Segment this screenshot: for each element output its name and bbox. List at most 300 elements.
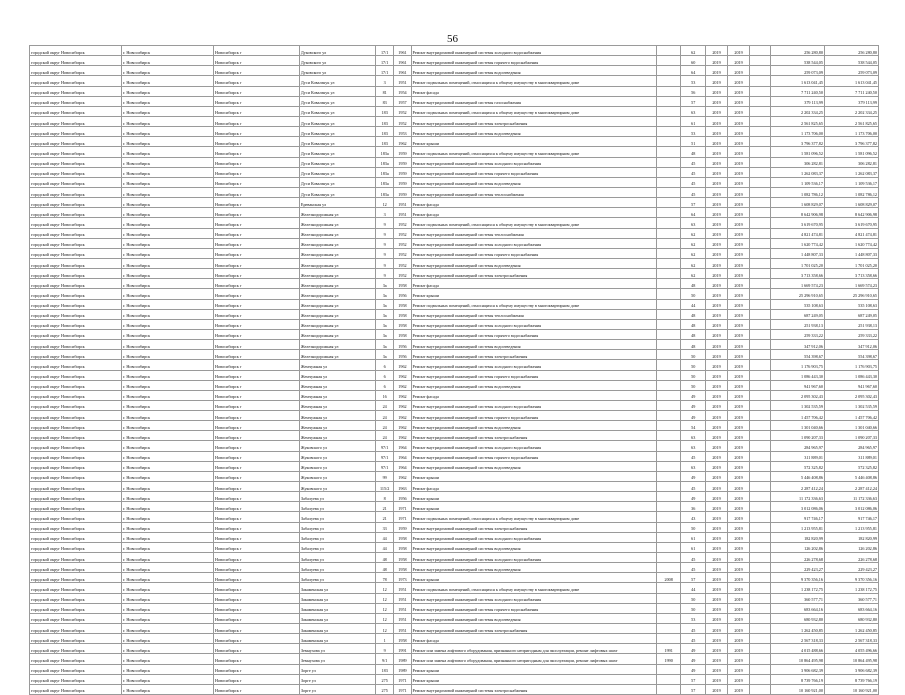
table-cell [750, 684, 771, 694]
table-cell: г. Новосибирск [122, 492, 214, 502]
table-cell: Железнодорожная ул [299, 248, 375, 258]
table-cell: 2019 [728, 248, 750, 258]
table-cell [656, 279, 681, 289]
table-cell [750, 664, 771, 674]
table-cell: 2019 [705, 177, 727, 187]
table-cell: Ремонт подвальных помещений, относящихся к общему имуществу в многоквартирном доме [411, 299, 656, 309]
table-cell [750, 329, 771, 339]
table-cell: 2019 [728, 329, 750, 339]
table-cell: 2019 [705, 329, 727, 339]
table-cell: 12 [375, 583, 393, 593]
table-cell: г. Новосибирск [122, 258, 214, 268]
table-cell: 284 965,97 [824, 441, 878, 451]
table-cell: г. Новосибирск [122, 664, 214, 674]
table-cell: 2019 [705, 167, 727, 177]
table-cell: 1 581 096,52 [824, 147, 878, 157]
table-cell: 49 [681, 400, 706, 410]
table-cell: г. Новосибирск [122, 451, 214, 461]
table-cell: 3 012 086,06 [824, 502, 878, 512]
table-cell: 4 015 488,66 [770, 644, 824, 654]
table-cell [656, 542, 681, 552]
table-cell: 2019 [728, 451, 750, 461]
table-cell: городской округ Новосибирск [30, 532, 122, 542]
table-row [30, 613, 879, 623]
table-cell [656, 563, 681, 573]
table-cell: Ремонт внутридомовой инженерной системы холодного водоснабжения [411, 319, 656, 329]
table-cell: 97/1 [375, 451, 393, 461]
table-cell: г. Новосибирск [122, 624, 214, 634]
table-cell: г. Новосибирск [122, 400, 214, 410]
table-row [30, 492, 879, 502]
table-cell: 57 [681, 96, 706, 106]
table-cell: городской округ Новосибирск [30, 187, 122, 197]
table-row [30, 350, 879, 360]
table-cell: 24 [375, 421, 393, 431]
table-cell: Дуси Ковальчук ул [299, 96, 375, 106]
table-cell: 683 664,16 [824, 603, 878, 613]
table-cell: г. Новосибирск [122, 553, 214, 563]
table-cell: 2019 [728, 613, 750, 623]
table-row [30, 299, 879, 309]
table-cell: Жуковского ул [299, 471, 375, 481]
table-row [30, 380, 879, 390]
table-cell [750, 137, 771, 147]
table-cell: городской округ Новосибирск [30, 613, 122, 623]
table-cell: 24 [375, 400, 393, 410]
table-cell: Зорге ул [299, 684, 375, 694]
table-cell: 2019 [728, 502, 750, 512]
table-cell: городской округ Новосибирск [30, 512, 122, 522]
table-cell: 251 938,13 [770, 319, 824, 329]
table-cell: г. Новосибирск [122, 157, 214, 167]
table-cell: Дуси Ковальчук ул [299, 157, 375, 167]
table-cell: г. Новосибирск [122, 411, 214, 421]
table-cell: Новосибирск г [214, 573, 300, 583]
table-cell: 1 082 786,12 [770, 187, 824, 197]
table-cell: 1952 [394, 218, 411, 228]
table-cell: г. Новосибирск [122, 319, 214, 329]
table-cell: 48 [681, 279, 706, 289]
table-cell [750, 634, 771, 644]
table-cell: городской округ Новосибирск [30, 553, 122, 563]
table-cell: городской округ Новосибирск [30, 451, 122, 461]
table-cell: 2019 [728, 147, 750, 157]
table-cell: Забалуева ул [299, 573, 375, 583]
table-cell: г. Новосибирск [122, 380, 214, 390]
table-cell: г. Новосибирск [122, 309, 214, 319]
table-cell: 1951 [394, 208, 411, 218]
table-cell: 1 620 774,42 [824, 238, 878, 248]
table-cell: 2019 [705, 390, 727, 400]
table-cell [656, 461, 681, 471]
table-cell: 78 [375, 573, 393, 583]
table-cell: 1959 [394, 177, 411, 187]
table-row [30, 309, 879, 319]
table-cell: городской округ Новосибирск [30, 684, 122, 694]
table-cell: городской округ Новосибирск [30, 147, 122, 157]
table-cell: 10 160 921,00 [824, 684, 878, 694]
table-cell: Ремонт фасада [411, 198, 656, 208]
table-cell: 572 325,82 [770, 461, 824, 471]
table-cell: 1 581 096,52 [770, 147, 824, 157]
table-cell: 97/1 [375, 441, 393, 451]
table-cell: Новосибирск г [214, 411, 300, 421]
table-cell: Новосибирск г [214, 96, 300, 106]
table-cell: 2019 [705, 664, 727, 674]
table-cell [750, 46, 771, 56]
table-cell [750, 451, 771, 461]
table-cell: Новосибирск г [214, 532, 300, 542]
table-cell: городской округ Новосибирск [30, 238, 122, 248]
table-cell: Новосибирск г [214, 634, 300, 644]
table-row [30, 644, 879, 654]
table-cell: городской округ Новосибирск [30, 400, 122, 410]
table-cell: Новосибирск г [214, 319, 300, 329]
table-cell: Жуковского ул [299, 461, 375, 471]
table-cell [656, 482, 681, 492]
table-cell: 50 [681, 380, 706, 390]
table-cell [750, 522, 771, 532]
table-cell: 1964 [394, 451, 411, 461]
table-cell: 1962 [394, 137, 411, 147]
table-cell: 1973 [394, 573, 411, 583]
table-cell: 49 [681, 664, 706, 674]
table-cell: Жемчужная ул [299, 360, 375, 370]
table-row [30, 167, 879, 177]
table-cell: 2 202 334,25 [770, 106, 824, 116]
table-cell: Ремонт фасада [411, 390, 656, 400]
table-row [30, 56, 879, 66]
table-cell: 2019 [728, 441, 750, 451]
table-cell: 49 [681, 390, 706, 400]
table-cell: 306 282,81 [824, 157, 878, 167]
table-cell: 2019 [705, 340, 727, 350]
table-cell: Новосибирск г [214, 218, 300, 228]
table-cell: 311 889,01 [824, 451, 878, 461]
table-cell [656, 228, 681, 238]
table-cell: 62 [681, 228, 706, 238]
table-cell [656, 147, 681, 157]
table-cell: 1 613 041,45 [770, 76, 824, 86]
table-cell: 1971 [394, 502, 411, 512]
table-cell: 2019 [728, 86, 750, 96]
table-cell: 2019 [728, 106, 750, 116]
table-cell: 1962 [394, 400, 411, 410]
table-cell: 3а [375, 329, 393, 339]
table-cell: 61 [681, 532, 706, 542]
table-cell: Железнодорожная ул [299, 289, 375, 299]
table-cell: Закаменская ул [299, 583, 375, 593]
table-cell: Ремонт внутридомовой инженерной системы водоотведения [411, 563, 656, 573]
table-cell [750, 309, 771, 319]
table-cell: городской округ Новосибирск [30, 289, 122, 299]
housing-register-table [29, 45, 879, 695]
table-cell [656, 674, 681, 684]
table-cell: 2019 [705, 482, 727, 492]
table-cell: 8 [375, 492, 393, 502]
table-cell: Новосибирск г [214, 127, 300, 137]
table-cell: 17/1 [375, 46, 393, 56]
table-cell: г. Новосибирск [122, 177, 214, 187]
table-cell: Новосибирск г [214, 299, 300, 309]
table-row [30, 269, 879, 279]
table-cell: 53 [681, 76, 706, 86]
table-cell: 1 090 207,33 [824, 431, 878, 441]
table-cell [656, 116, 681, 126]
table-cell: Ремонт внутридомовой инженерной системы холодного водоснабжения [411, 441, 656, 451]
table-cell: Забалуева ул [299, 512, 375, 522]
table-cell: Новосибирск г [214, 390, 300, 400]
table-cell: городской округ Новосибирск [30, 593, 122, 603]
table-cell: Новосибирск г [214, 360, 300, 370]
table-cell: Ремонт внутридомовой инженерной системы горячего водоснабжения [411, 56, 656, 66]
table-cell: 57 [681, 684, 706, 694]
table-cell [750, 360, 771, 370]
table-cell: 2019 [705, 147, 727, 157]
table-body [30, 46, 879, 695]
table-cell [656, 624, 681, 634]
table-cell: 45 [681, 553, 706, 563]
table-cell: городской округ Новосибирск [30, 380, 122, 390]
table-cell: 1 090 207,33 [770, 431, 824, 441]
table-cell: 1959 [394, 147, 411, 157]
table-cell: 2019 [705, 583, 727, 593]
table-cell: 1951 [394, 198, 411, 208]
table-cell: Ремонт крыши [411, 471, 656, 481]
table-cell: 1959 [394, 157, 411, 167]
table-cell: 6 [375, 370, 393, 380]
table-cell: Земнухова ул [299, 654, 375, 664]
table-row [30, 106, 879, 116]
table-cell: 48 [681, 309, 706, 319]
table-cell: 1971 [394, 674, 411, 684]
table-cell: городской округ Новосибирск [30, 258, 122, 268]
table-cell: 256 280,80 [824, 46, 878, 56]
table-cell: 6 [375, 360, 393, 370]
table-cell: Закаменская ул [299, 613, 375, 623]
table-cell: г. Новосибирск [122, 542, 214, 552]
table-cell [656, 522, 681, 532]
table-cell [750, 644, 771, 654]
table-cell: Ремонт внутридомовой инженерной системы горячего водоснабжения [411, 329, 656, 339]
table-cell: Ремонт крыши [411, 137, 656, 147]
table-cell [656, 208, 681, 218]
table-cell: городской округ Новосибирск [30, 86, 122, 96]
table-cell: Ремонт подвальных помещений, относящихся к общему имуществу в многоквартирном доме [411, 76, 656, 86]
table-cell: Железнодорожная ул [299, 238, 375, 248]
table-cell: 1 082 786,12 [824, 187, 878, 197]
table-cell: 535 108,63 [770, 299, 824, 309]
table-cell: 4 821 474,81 [824, 228, 878, 238]
table-cell [750, 157, 771, 167]
table-cell: 538 544,05 [770, 56, 824, 66]
table-cell: 53 [681, 127, 706, 137]
table-cell: 50 [681, 522, 706, 532]
table-cell: 1951 [394, 583, 411, 593]
table-cell [750, 116, 771, 126]
table-cell: городской округ Новосибирск [30, 299, 122, 309]
table-cell: Дуси Ковальчук ул [299, 76, 375, 86]
table-cell: 2019 [705, 56, 727, 66]
table-cell [750, 269, 771, 279]
table-cell: 44 [375, 542, 393, 552]
table-cell: Жемчужная ул [299, 370, 375, 380]
table-cell: городской округ Новосибирск [30, 603, 122, 613]
table-cell: 2019 [705, 532, 727, 542]
table-cell: Новосибирск г [214, 340, 300, 350]
table-cell: Дуковского ул [299, 66, 375, 76]
table-cell: 61 [681, 116, 706, 126]
table-cell: 8 739 766,19 [770, 674, 824, 684]
table-cell: г. Новосибирск [122, 563, 214, 573]
table-cell: 10 864 495,98 [770, 654, 824, 664]
table-row [30, 451, 879, 461]
table-cell: 1971 [394, 684, 411, 694]
table-cell: 9 [375, 644, 393, 654]
table-cell [750, 482, 771, 492]
table-cell: 2019 [728, 492, 750, 502]
table-cell [656, 613, 681, 623]
table-cell: 57 [681, 674, 706, 684]
table-cell: 60 [681, 56, 706, 66]
table-cell [750, 400, 771, 410]
table-cell: Железнодорожная ул [299, 269, 375, 279]
table-cell: 1956 [394, 492, 411, 502]
table-cell: 2 095 302,43 [770, 390, 824, 400]
table-cell: 50 [681, 360, 706, 370]
table-cell: 2019 [705, 441, 727, 451]
table-cell: городской округ Новосибирск [30, 198, 122, 208]
table-cell [750, 218, 771, 228]
table-row [30, 674, 879, 684]
table-cell: 1 620 774,42 [770, 238, 824, 248]
table-cell: 1 262 450,85 [824, 624, 878, 634]
table-cell: Новосибирск г [214, 258, 300, 268]
table-cell: Новосибирск г [214, 269, 300, 279]
table-cell: Ремонт внутридомовой инженерной системы водоотведения [411, 421, 656, 431]
table-cell: Ремонт внутридомовой инженерной системы холодного водоснабжения [411, 593, 656, 603]
table-cell: 44 [375, 532, 393, 542]
table-cell: 62 [681, 248, 706, 258]
table-cell: 2019 [705, 198, 727, 208]
table-cell: г. Новосибирск [122, 471, 214, 481]
table-cell: г. Новосибирск [122, 167, 214, 177]
table-cell: 1 301 040,66 [770, 421, 824, 431]
table-cell: 50 [681, 350, 706, 360]
table-cell: 9 [375, 218, 393, 228]
table-cell: Дуси Ковальчук ул [299, 147, 375, 157]
table-cell: городской округ Новосибирск [30, 329, 122, 339]
table-cell: городской округ Новосибирск [30, 76, 122, 86]
table-cell [656, 400, 681, 410]
table-cell: 7 711 240,50 [824, 86, 878, 96]
table-cell: г. Новосибирск [122, 522, 214, 532]
table-cell: городской округ Новосибирск [30, 461, 122, 471]
table-cell: 2019 [705, 563, 727, 573]
table-cell: 3 906 682,39 [770, 664, 824, 674]
table-cell: 2019 [705, 248, 727, 258]
table-cell: 3а [375, 350, 393, 360]
table-cell [656, 421, 681, 431]
table-cell: 21 [375, 502, 393, 512]
table-cell [656, 380, 681, 390]
table-cell: Ремонт подвальных помещений, относящихся к общему имуществу в многоквартирном доме [411, 512, 656, 522]
table-cell: Новосибирск г [214, 228, 300, 238]
table-cell: Зорге ул [299, 664, 375, 674]
table-cell: 9/1 [375, 654, 393, 664]
table-cell: 229 423,27 [770, 563, 824, 573]
table-cell [750, 411, 771, 421]
table-cell [656, 664, 681, 674]
table-cell: Новосибирск г [214, 187, 300, 197]
table-cell [750, 553, 771, 563]
table-cell: 2019 [705, 309, 727, 319]
table-cell: Ремонт или замена лифтового оборудования, признанного непригодным для эксплуатации, ремонт лифтовых шахт [411, 654, 656, 664]
table-cell: 3 [375, 76, 393, 86]
table-cell: 2019 [705, 613, 727, 623]
table-cell [750, 613, 771, 623]
table-cell: г. Новосибирск [122, 116, 214, 126]
table-cell [656, 218, 681, 228]
table-cell [750, 147, 771, 157]
table-cell: 1956 [394, 350, 411, 360]
table-cell: г. Новосибирск [122, 644, 214, 654]
table-cell: 680 932,80 [824, 613, 878, 623]
table-cell [656, 319, 681, 329]
table-cell: 1963 [394, 482, 411, 492]
table-cell: 306 282,81 [770, 157, 824, 167]
table-cell [750, 461, 771, 471]
table-cell [656, 512, 681, 522]
table-cell: Ремонт внутридомовой инженерной системы водоотведения [411, 340, 656, 350]
table-cell: 2 561 825,65 [824, 116, 878, 126]
table-cell [750, 421, 771, 431]
table-cell: 1962 [394, 431, 411, 441]
table-cell: 2019 [705, 624, 727, 634]
table-cell: 1 701 025,20 [824, 258, 878, 268]
table-cell: Ремонт внутридомовой инженерной системы электроснабжения [411, 522, 656, 532]
table-cell: Новосибирск г [214, 431, 300, 441]
table-cell [750, 279, 771, 289]
table-cell: 44 [681, 299, 706, 309]
table-cell: Ремонт внутридомовой инженерной системы газоснабжения [411, 96, 656, 106]
table-cell: 5 446 408,86 [770, 471, 824, 481]
table-cell: г. Новосибирск [122, 86, 214, 96]
table-row [30, 431, 879, 441]
table-cell: г. Новосибирск [122, 218, 214, 228]
table-cell: городской округ Новосибирск [30, 573, 122, 583]
table-cell: Новосибирск г [214, 177, 300, 187]
table-cell: 347 912,06 [824, 340, 878, 350]
table-cell: 554 398,67 [824, 350, 878, 360]
table-cell: 2019 [728, 116, 750, 126]
table-cell: 2019 [728, 482, 750, 492]
table-cell [750, 542, 771, 552]
table-row [30, 573, 879, 583]
table-cell: 1958 [394, 319, 411, 329]
table-cell: 2019 [705, 573, 727, 583]
table-row [30, 127, 879, 137]
table-cell [750, 106, 771, 116]
table-cell: 2019 [705, 106, 727, 116]
table-cell: Дуси Ковальчук ул [299, 137, 375, 147]
table-cell: 2019 [728, 583, 750, 593]
table-cell: 2019 [728, 360, 750, 370]
table-cell [750, 573, 771, 583]
table-cell: Ремонт фасада [411, 482, 656, 492]
table-cell: городской округ Новосибирск [30, 46, 122, 56]
table-cell: 1956 [394, 289, 411, 299]
